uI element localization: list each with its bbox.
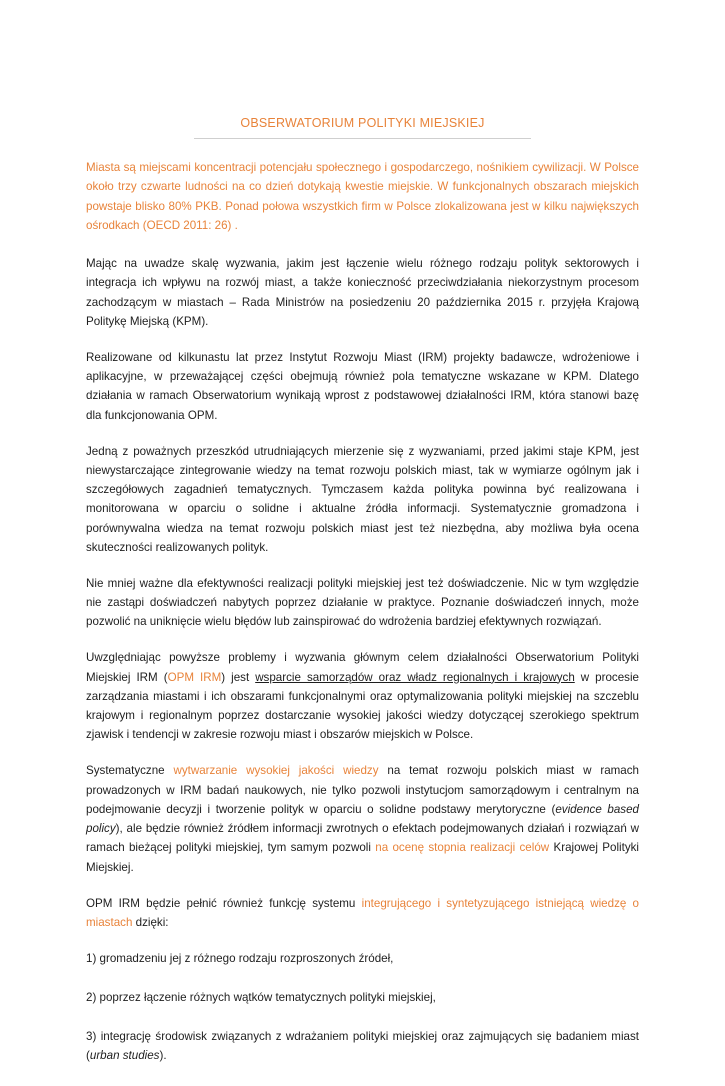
list-item-1: 1) gromadzeniu jej z różnego rodzaju rozproszonych źródeł, (86, 951, 394, 965)
paragraph-5 (86, 648, 639, 744)
paragraph-1: Mając na uwadze skalę wyzwania, jakim jest łączenie wielu różnego rodzaju polityk sektorowych i integracja ich wpływu na rozwój miast, a także konieczność przeciwdziałania niekorzystnym procesom zachodzącym w miastach – Rada Ministrów na posiedzeniu 20 października 2015 r. przyjęła Krajową Politykę Miejską (KPM). (86, 257, 639, 329)
paragraph-6-text-e: ), ale będzie również źródłem informacji zwrotnych o efektach podejmowanych działań i rozwiązań w ramach bieżącej polityki miejskiej, tym samym pozwoli (86, 822, 639, 855)
support-underlined-text: wsparcie samorządów oraz władz regionalnych i krajowych (255, 670, 575, 684)
list-item-3-text-a: 3) integrację środowisk związanych z wdrażaniem polityki miejskiej oraz zajmujących się badaniem miast ( (86, 1030, 639, 1063)
assessment-highlight: na ocenę stopnia realizacji celów (375, 841, 550, 855)
paragraph-4: Nie mniej ważne dla efektywności realizacji polityki miejskiej jest też doświadczenie. Nic w tym względzie nie zastąpi doświadczeń nabytych poprzez działanie w praktyce. Poznanie doświadczeń innych, może pozwolić na uniknięcie wielu błędów lub zainspirować do wdrożenia bardziej efektywnych rozwiązań. (86, 576, 639, 629)
paragraph-5-text-c: ) jest (221, 670, 256, 684)
paragraph-6-text-a: Systematyczne (86, 764, 174, 778)
list-item-2: 2) poprzez łączenie różnych wątków tematycznych polityki miejskiej, (86, 990, 436, 1004)
paragraph-7-text-a: OPM IRM będzie pełnić również funkcję systemu (86, 896, 362, 910)
opm-irm-highlight: OPM IRM (167, 670, 222, 684)
urban-studies-term: urban studies (89, 1049, 160, 1063)
integration-highlight: integrującego i syntetyzującego istniejącą wiedzę o miastach (86, 896, 639, 929)
knowledge-highlight: wytwarzanie wysokiej jakości wiedzy (173, 764, 379, 778)
paragraph-5-text-e: w procesie zarządzania miastami i ich obszarami funkcjonalnymi oraz optymalizowania polityki miejskiej na szczeblu krajowym i regionalnym poprzez dostarczanie wysokiej jakości wiedzy dotyczącej szerokiego spektrum zjawisk i tendencji w zakresie rozwoju miast i obszarów miejskich w Polsce. (86, 670, 639, 742)
paragraph-3: Jedną z poważnych przeszkód utrudniających mierzenie się z wyzwaniami, przed jakimi staje KPM, jest niewystarczające zintegrowanie wiedzy na temat rozwoju polskich miast, tak w wymiarze ogólnym jak i szczegółowych zagadnień tematycznych. Tymczasem każda polityka powinna być realizowana i monitorowana w oparciu o solidne i aktualne źródła informacji. Systematycznie gromadzona i porównywalna wiedza na temat rozwoju polskich miast jest też niezbędna, aby możliwa była ocena skuteczności realizowanych polityk. (86, 444, 639, 555)
paragraph-6-text-g: Krajowej Polityki Miejskiej. (86, 841, 639, 874)
title-divider (194, 138, 531, 139)
paragraph-2: Realizowane od kilkunastu lat przez Instytut Rozwoju Miast (IRM) projekty badawcze, wdrożeniowe i aplikacyjne, w przeważającej części obejmują również pola tematyczne wskazane w KPM. Dlatego działania w ramach Obserwatorium wynikają wprost z podstawowej działalności IRM, która stanowi bazę dla funkcjonowania OPM. (86, 350, 639, 422)
paragraph-7 (86, 894, 639, 933)
list-item-3-text-c: ). (159, 1049, 167, 1063)
paragraph-5-text-a: Uwzględniając powyższe problemy i wyzwania głównym celem działalności Obserwatorium Polityki Miejskiej IRM ( (86, 651, 639, 684)
document-body (86, 158, 639, 1086)
paragraph-6-text-c: na temat rozwoju polskich miast w ramach prowadzonych w IRM badań naukowych, nie tylko pozwoli instytucjom samorządowym i centralnym na podejmowanie decyzji i tworzenie polityk w oparciu o solidne podstawy merytoryczne ( (86, 764, 639, 816)
page-title: OBSERWATORIUM POLITYKI MIEJSKIEJ (240, 116, 485, 130)
list-item-3 (86, 1027, 639, 1066)
paragraph-6 (86, 761, 639, 877)
evidence-based-policy-term: evidence based policy (86, 802, 640, 836)
intro-paragraph: Miasta są miejscami koncentracji potencjału społecznego i gospodarczego, nośnikiem cywilizacji. W Polsce około trzy czwarte ludności na co dzień dotykają kwestie miejskie. W funkcjonalnych obszarach miejskich powstaje blisko 80% PKB. Ponad połowa wszystkich firm w Polsce zlokalizowana jest w kilku największych ośrodkach (OECD 2011: 26) . (86, 161, 639, 232)
paragraph-7-text-c: dzięki: (132, 915, 169, 929)
